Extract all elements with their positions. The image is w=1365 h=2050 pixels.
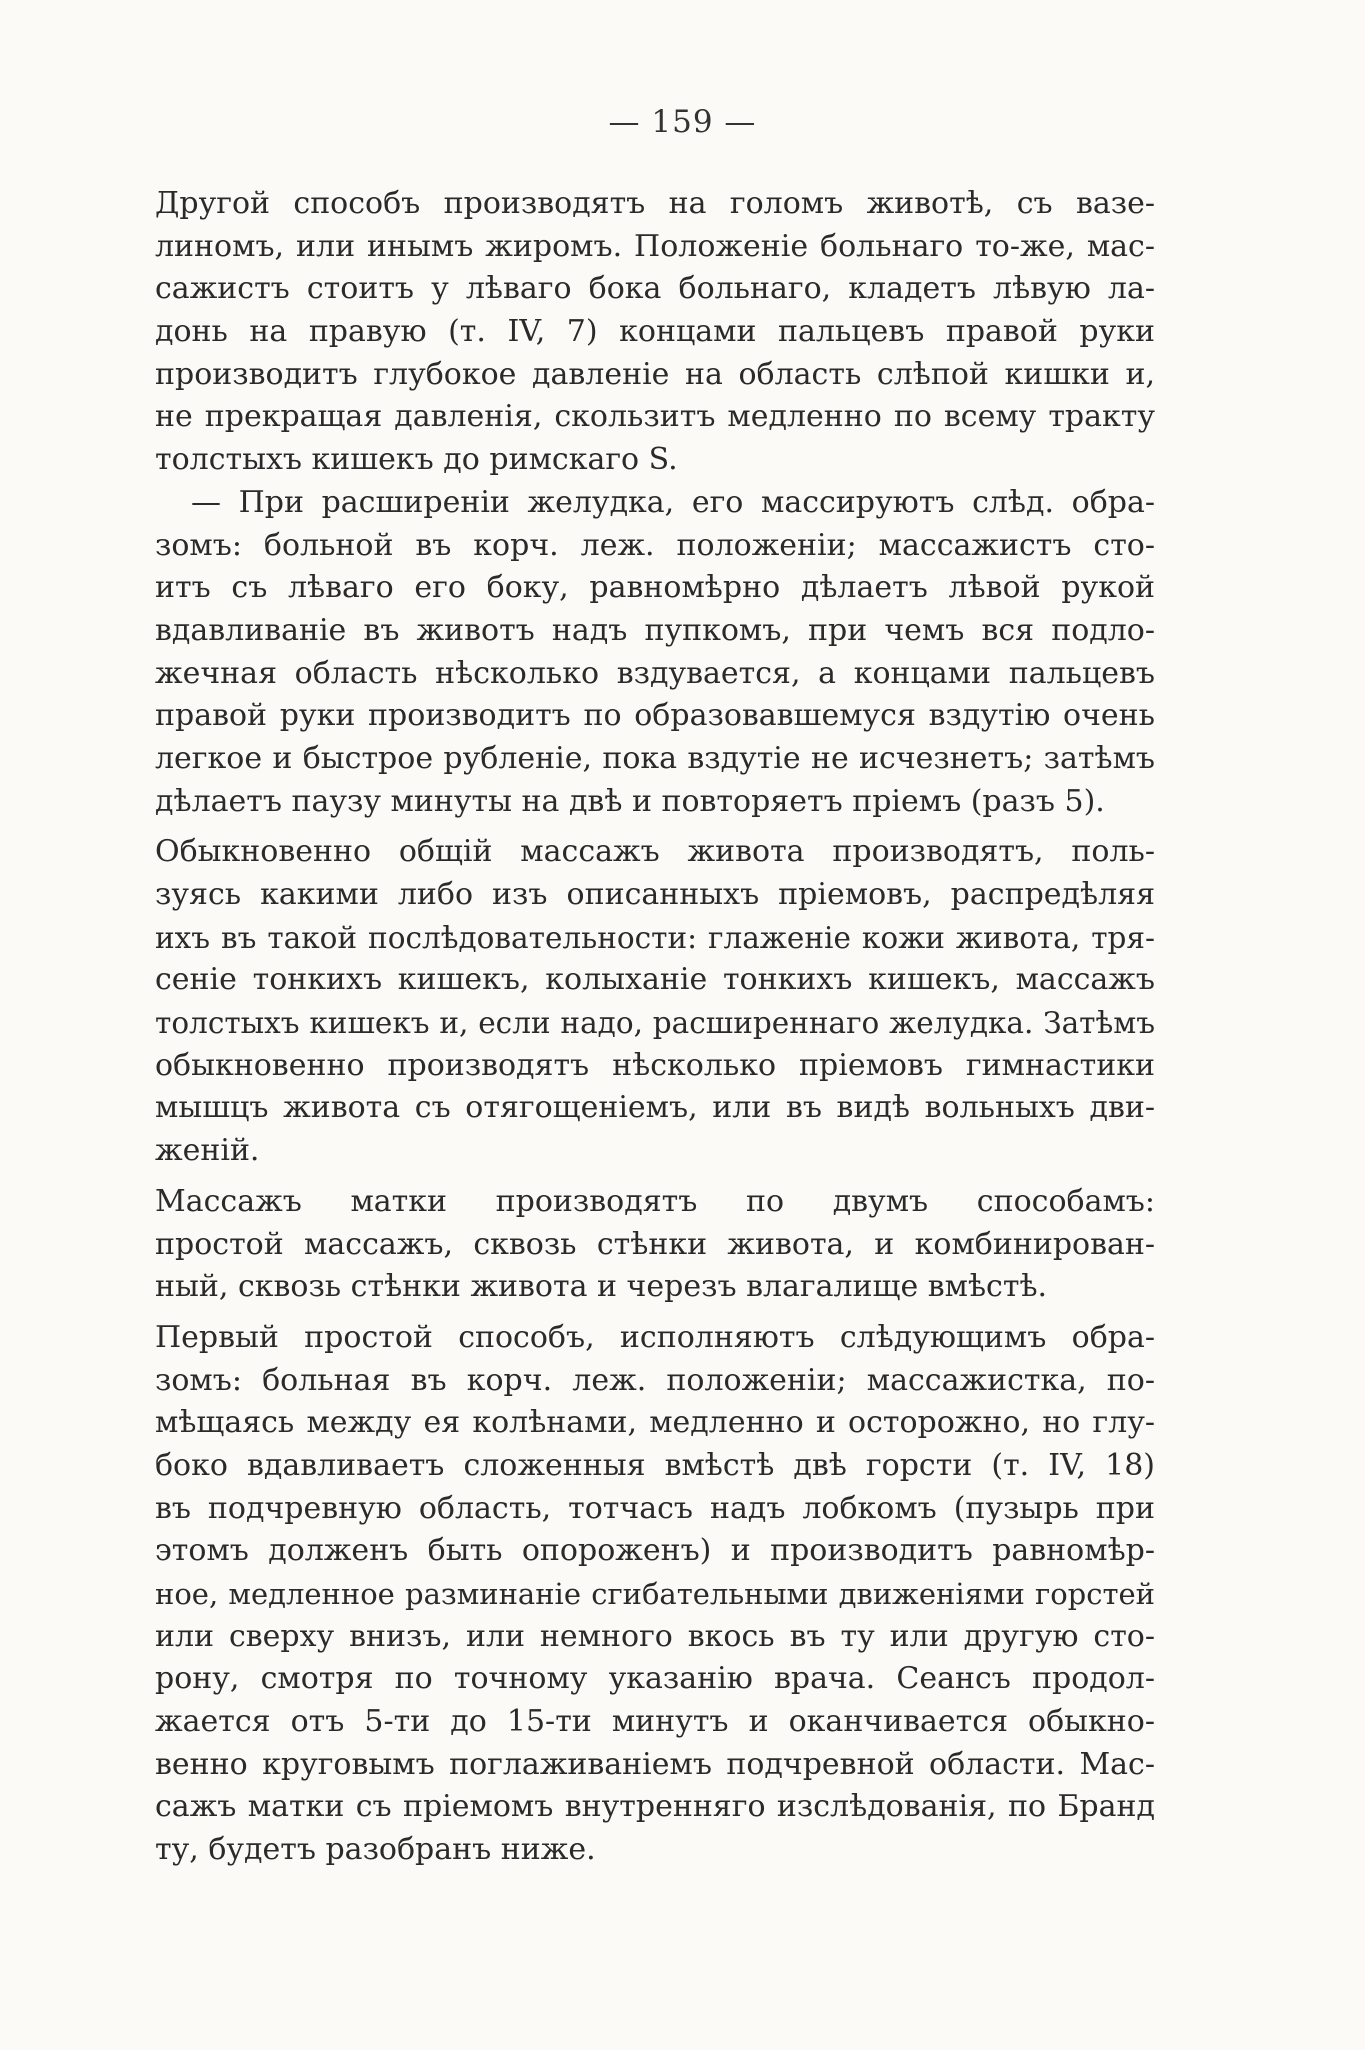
text-line: ное, медленное разминанiе сгибательными движенiями горстей: [155, 1577, 1155, 1611]
text-line: ихъ въ такой послѣдовательности: глаженiе кожи живота, тря-: [155, 920, 1155, 955]
paragraph-first-method: [155, 1317, 1155, 1872]
text-line: толстыхъ кишекъ до римскаго S.: [155, 442, 678, 478]
text-line: линомъ, или инымъ жиромъ. Положенiе больнаго то-же, мас-: [155, 228, 1155, 264]
text-line: зомъ: больной въ корч. леж. положенiи; массажистъ сто-: [155, 527, 1155, 563]
text-line: зуясь какими либо изъ описанныхъ прiемовъ, распредѣляя: [155, 877, 1155, 912]
text-line: вдавливанiе въ животъ надъ пупкомъ, при чемъ вся подло-: [155, 612, 1155, 648]
text-line: сажистъ стоитъ у лѣваго бока больнаго, кладетъ лѣвую ла-: [155, 271, 1155, 307]
text-line: простой массажъ, сквозь стѣнки живота, и комбинирован-: [155, 1226, 1155, 1262]
text-line: Обыкновенно общiй массажъ живота производятъ, поль-: [155, 834, 1155, 870]
text-line: мышцъ живота съ отягощенiемъ, или въ видѣ вольныхъ дви-: [155, 1090, 1155, 1126]
page-number: — 159 —: [608, 104, 757, 140]
text-line: ту, будетъ разобранъ ниже.: [155, 1832, 596, 1868]
paragraph-uterine-massage: [155, 1181, 1155, 1309]
text-line: дѣлаетъ паузу минуты на двѣ и повторяетъ прiемъ (разъ 5).: [155, 783, 1105, 819]
text-line: производитъ глубокое давленiе на область слѣпой кишки и,: [155, 356, 1155, 392]
text-line: итъ съ лѣваго его боку, равномѣрно дѣлаетъ лѣвой рукой: [155, 570, 1155, 606]
text-line: жечная область нѣсколько вздувается, а концами пальцевъ: [155, 655, 1155, 691]
text-line: донь на правую (т. IV, 7) концами пальцевъ правой руки: [155, 314, 1155, 350]
text-line: мѣщаясь между ея колѣнами, медленно и осторожно, но глу-: [155, 1405, 1155, 1441]
text-line: венно круговымъ поглаживанiемъ подчревной области. Мас-: [155, 1746, 1155, 1782]
text-line: Первый простой способъ, исполняютъ слѣдующимъ обра-: [155, 1319, 1155, 1355]
text-line: обыкновенно производятъ нѣсколько прiемовъ гимнастики: [155, 1047, 1155, 1083]
text-line: въ подчревную область, тотчасъ надъ лобкомъ (пузырь при: [155, 1490, 1155, 1526]
paragraph-rectal-massage: [155, 183, 1155, 482]
text-line: Другой способъ производятъ на голомъ животѣ, съ вазе-: [155, 186, 1155, 221]
text-line: зомъ: больная въ корч. леж. положенiи; массажистка, по-: [155, 1362, 1155, 1398]
text-line: боко вдавливаетъ сложенныя вмѣстѣ двѣ горсти (т. IV, 18): [155, 1447, 1155, 1483]
text-line: толстыхъ кишекъ и, если надо, расширеннаго желудка. Затѣмъ: [155, 1006, 1155, 1041]
text-line: легкое и быстрое рубленiе, пока вздутiе не исчезнетъ; затѣмъ: [155, 740, 1155, 776]
text-line: женiй.: [155, 1133, 260, 1169]
text-line: ный, сквозь стѣнки живота и черезъ влагалище вмѣстѣ.: [155, 1269, 1048, 1305]
paragraph-general-massage: [155, 831, 1155, 1173]
text-line: или сверху внизъ, или немного вкось въ ту или другую сто-: [155, 1618, 1155, 1654]
text-line: Массажъ матки производятъ по двумъ способамъ:: [155, 1183, 1155, 1219]
text-line: жается отъ 5-ти до 15-ти минутъ и оканчивается обыкно-: [155, 1704, 1155, 1740]
body-text: [155, 183, 1155, 1872]
text-line: этомъ долженъ быть опороженъ) и производитъ равномѣр-: [155, 1533, 1155, 1569]
text-line: сенiе тонкихъ кишекъ, колыханiе тонкихъ кишекъ, массажъ: [155, 962, 1155, 998]
text-line: сажъ матки съ прiемомъ внутренняго изслѣдованiя, по Бранд: [155, 1789, 1155, 1825]
text-line: не прекращая давленiя, скользитъ медленно по всему тракту: [155, 399, 1155, 435]
text-line: правой руки производитъ по образовавшемуся вздутiю очень: [155, 698, 1155, 734]
paragraph-stomach-dilation: [155, 482, 1155, 824]
text-line: рону, смотря по точному указанiю врача. Сеансъ продол-: [155, 1661, 1155, 1697]
text-line: — При расширенiи желудка, его массируютъ слѣд. обра-: [191, 484, 1155, 520]
